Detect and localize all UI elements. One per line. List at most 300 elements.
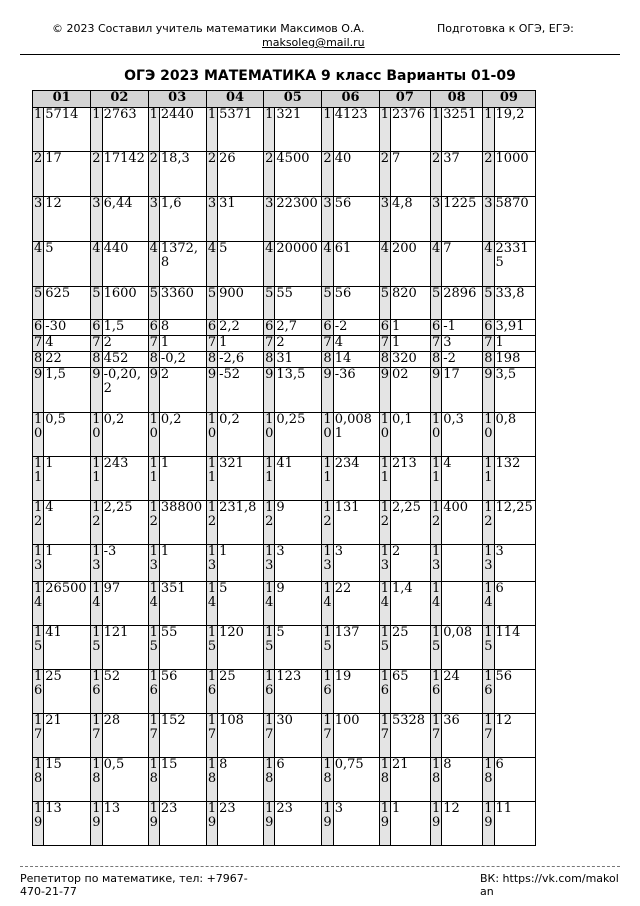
task-number: 19 [264,802,275,846]
answer-cell: 2376 [390,108,430,152]
task-number: 5 [91,287,102,320]
task-number: 6 [34,319,43,334]
answer-cell: 18,3 [159,152,206,197]
task-number: 6 [380,319,389,334]
answer-cell: 7 [390,152,430,197]
answer-cell: 14 [333,352,379,368]
task-number: 18 [148,758,159,802]
answer-cell: 7 [442,242,483,287]
table-row [33,320,536,336]
table-row [33,758,536,802]
answers-body [33,108,536,846]
table-row [33,108,536,152]
task-number: 7 [431,335,441,350]
answer-cell: 12,25 [494,501,535,545]
answer-cell: 6 [275,758,322,802]
answer-cell: 26500 [44,582,91,626]
task-number: 1 [430,108,441,152]
answer-cell: 2763 [102,108,148,152]
answer-cell: 3360 [159,287,206,320]
answer-cell: 1 [390,336,430,352]
answer-cell: 4 [44,501,91,545]
answer-cell: 23315 [494,242,535,287]
answer-cell: 0,3 [442,413,483,457]
answer-cell: 0,8 [494,413,535,457]
answer-cell: 4 [333,336,379,352]
task-number: 2 [91,152,102,197]
task-number: 17 [148,714,159,758]
answer-cell: 56 [159,670,206,714]
answer-cell: 4 [44,336,91,352]
task-number: 11 [148,457,159,501]
task-number: 17 [206,714,217,758]
answer-cell: 4123 [333,108,379,152]
task-number: 10 [430,413,441,457]
task-number: 15 [206,626,217,670]
task-number: 4 [322,242,333,287]
task-number: 12 [91,501,102,545]
answer-cell: 1 [218,545,264,582]
answer-cell: 1372,8 [159,242,206,287]
task-number: 2 [206,152,217,197]
task-number: 1 [264,108,275,152]
task-number: 12 [264,501,275,545]
task-number: 7 [92,335,101,350]
task-number: 12 [379,501,390,545]
task-number: 12 [148,501,159,545]
answer-cell: 9 [275,582,322,626]
answer-cell: -2,6 [218,352,264,368]
task-number: 5 [483,287,494,320]
task-number: 9 [206,368,217,413]
task-number: 6 [92,319,101,334]
answer-cell: 5 [44,242,91,287]
answer-cell: 0,08 [442,626,483,670]
answer-cell: 4,8 [390,197,430,242]
task-number: 13 [33,545,44,582]
answer-cell: 0,75 [333,758,379,802]
task-number: 12 [33,501,44,545]
answer-cell: 17142 [102,152,148,197]
task-number: 14 [322,582,333,626]
task-number: 19 [148,802,159,846]
task-number: 13 [322,545,333,582]
answer-cell: 321 [218,457,264,501]
task-number: 6 [149,319,158,334]
answer-cell: 28 [102,714,148,758]
task-number: 3 [264,197,275,242]
task-number: 8 [207,351,217,366]
task-number: 2 [430,152,441,197]
task-number: 11 [322,457,333,501]
task-number: 1 [148,108,159,152]
task-number: 6 [431,319,441,334]
answer-cell: 17 [44,152,91,197]
task-number: 5 [379,287,390,320]
answer-cell: 12 [494,714,535,758]
answer-cell: 3 [442,336,483,352]
task-number: 4 [206,242,217,287]
task-number: 14 [33,582,44,626]
task-number: 15 [33,626,44,670]
answer-cell: -36 [333,368,379,413]
answer-cell: 123 [275,670,322,714]
task-number: 3 [33,197,44,242]
answer-cell: 0,1 [390,413,430,457]
task-number: 1 [206,108,217,152]
answer-cell: 21 [44,714,91,758]
answer-cell: 22 [333,582,379,626]
answer-cell: 38800 [159,501,206,545]
task-number: 15 [148,626,159,670]
task-number: 4 [430,242,441,287]
answer-cell: 40 [333,152,379,197]
task-number: 14 [379,582,390,626]
answer-cell: -2 [333,320,379,336]
answer-cell: 23 [218,802,264,846]
header-divider [20,54,620,55]
answer-cell: 0,2 [159,413,206,457]
answer-cell: 02 [390,368,430,413]
variant-header: 06 [322,91,379,108]
answer-cell: 152 [159,714,206,758]
task-number: 18 [206,758,217,802]
task-number: 11 [33,457,44,501]
answer-cell: 625 [44,287,91,320]
task-number: 7 [207,335,217,350]
answer-cell: 3,91 [494,320,535,336]
answer-cell: 1 [159,336,206,352]
table-row [33,457,536,501]
answer-cell: 1,4 [390,582,430,626]
task-number: 5 [322,287,333,320]
task-number: 2 [483,152,494,197]
table-row [33,626,536,670]
answer-cell: 243 [102,457,148,501]
answer-cell: 351 [159,582,206,626]
answer-cell: 1600 [102,287,148,320]
task-number: 17 [91,714,102,758]
task-number: 11 [264,457,275,501]
answer-cell: 400 [442,501,483,545]
task-number: 6 [323,319,332,334]
answer-cell: 820 [390,287,430,320]
answer-cell: 13 [102,802,148,846]
answer-cell: 3251 [442,108,483,152]
task-number: 3 [430,197,441,242]
task-number: 15 [430,626,441,670]
answer-cell: 30 [275,714,322,758]
answer-cell: 1,6 [159,197,206,242]
answer-cell: 0,2 [102,413,148,457]
task-number: 19 [322,802,333,846]
answer-cell: -2 [442,352,483,368]
answer-cell: 8 [442,758,483,802]
task-number: 9 [264,368,275,413]
task-number: 18 [483,758,494,802]
answer-cell: 8 [159,320,206,336]
task-number: 8 [265,351,274,366]
table-row [33,802,536,846]
task-number: 7 [380,335,389,350]
variant-header: 08 [430,91,482,108]
answer-cell: 12 [44,197,91,242]
variant-header-row [33,91,536,108]
task-number: 19 [206,802,217,846]
variant-header: 07 [379,91,430,108]
task-number: 10 [322,413,333,457]
task-number: 12 [430,501,441,545]
task-number: 16 [33,670,44,714]
task-number: 7 [484,335,493,350]
task-number: 16 [91,670,102,714]
task-number: 9 [430,368,441,413]
task-number: 17 [379,714,390,758]
task-number: 17 [483,714,494,758]
task-number: 4 [33,242,44,287]
answer-cell: -0,20,2 [102,368,148,413]
task-number: 14 [483,582,494,626]
task-number: 13 [430,545,441,582]
task-number: 9 [91,368,102,413]
task-number: 14 [264,582,275,626]
task-number: 19 [483,802,494,846]
answer-cell: 8 [218,758,264,802]
task-number: 8 [380,351,389,366]
task-number: 1 [33,108,44,152]
task-number: 2 [322,152,333,197]
task-number: 11 [91,457,102,501]
task-number: 6 [484,319,493,334]
table-row [33,545,536,582]
table-row [33,368,536,413]
answer-cell: 5328 [390,714,430,758]
task-number: 14 [91,582,102,626]
task-number: 4 [379,242,390,287]
answer-cell: 13 [44,802,91,846]
task-number: 11 [430,457,441,501]
answer-cell: 25 [218,670,264,714]
task-number: 8 [92,351,101,366]
answer-cell: 3 [494,545,535,582]
task-number: 13 [91,545,102,582]
answer-cell: 5714 [44,108,91,152]
task-number: 11 [206,457,217,501]
answer-cell: 234 [333,457,379,501]
task-number: 3 [379,197,390,242]
answer-cell: 1 [494,336,535,352]
task-number: 15 [91,626,102,670]
task-number: 18 [430,758,441,802]
task-number: 6 [207,319,217,334]
answer-cell: 2440 [159,108,206,152]
task-number: 3 [91,197,102,242]
answer-cell: 3 [333,802,379,846]
answer-cell: 1225 [442,197,483,242]
answer-cell: 22 [44,352,91,368]
task-number: 11 [483,457,494,501]
answer-cell: 2 [390,545,430,582]
task-number: 17 [33,714,44,758]
task-number: 18 [322,758,333,802]
answer-cell: 2 [102,336,148,352]
answer-cell: 55 [275,287,322,320]
task-number: 7 [323,335,332,350]
answer-cell: 108 [218,714,264,758]
task-number: 5 [33,287,44,320]
header-email-link[interactable]: maksoleg@mail.ru [262,36,365,49]
task-number: 17 [430,714,441,758]
variant-header: 01 [33,91,91,108]
answer-cell: 31 [275,352,322,368]
task-number: 14 [206,582,217,626]
task-number: 19 [430,802,441,846]
task-number: 6 [265,319,274,334]
header-tagline: Подготовка к ОГЭ, ЕГЭ: [437,22,574,35]
task-number: 3 [206,197,217,242]
answer-cell: 23 [275,802,322,846]
footer-divider [20,866,620,867]
task-number: 12 [483,501,494,545]
task-number: 2 [148,152,159,197]
task-number: 7 [149,335,158,350]
task-number: 17 [264,714,275,758]
answer-cell: 31 [218,197,264,242]
answer-cell: 321 [275,108,322,152]
answer-cell: 3 [333,545,379,582]
task-number: 10 [148,413,159,457]
task-number: 13 [148,545,159,582]
answer-cell: -30 [44,320,91,336]
task-number: 10 [206,413,217,457]
answer-cell: 5 [218,242,264,287]
task-number: 16 [322,670,333,714]
table-row [33,152,536,197]
task-number: 16 [148,670,159,714]
task-number: 8 [149,351,158,366]
task-number: 1 [379,108,390,152]
task-number: 1 [483,108,494,152]
answer-cell [442,545,483,582]
task-number: 13 [483,545,494,582]
answer-cell: 11 [494,802,535,846]
task-number: 19 [379,802,390,846]
task-number: 3 [148,197,159,242]
answer-cell: 1,5 [44,368,91,413]
task-number: 3 [483,197,494,242]
answer-cell: 4 [442,457,483,501]
answer-cell: 440 [102,242,148,287]
answer-cell: 6 [494,758,535,802]
answer-cell: 1 [159,457,206,501]
answer-cell: 3 [275,545,322,582]
answer-cell: 20000 [275,242,322,287]
answer-cell: 200 [390,242,430,287]
answer-cell: 36 [442,714,483,758]
task-number: 7 [265,335,274,350]
task-number: 2 [379,152,390,197]
task-number: 5 [206,287,217,320]
task-number: 13 [264,545,275,582]
answer-cell: 121 [102,626,148,670]
task-number: 9 [483,368,494,413]
task-number: 15 [379,626,390,670]
answer-cell: 1 [218,336,264,352]
task-number: 18 [379,758,390,802]
task-number: 12 [206,501,217,545]
answer-cell: 2 [275,336,322,352]
task-number: 1 [322,108,333,152]
answer-cell: 452 [102,352,148,368]
answer-cell: 21 [390,758,430,802]
answer-cell: 120 [218,626,264,670]
answer-cell: 19,2 [494,108,535,152]
task-number: 16 [379,670,390,714]
task-number: 9 [33,368,44,413]
task-number: 19 [33,802,44,846]
task-number: 4 [264,242,275,287]
answer-cell: 26 [218,152,264,197]
answer-cell: 22300 [275,197,322,242]
answer-cell: 2,25 [390,501,430,545]
variant-header: 02 [91,91,148,108]
task-number: 16 [206,670,217,714]
task-number: 8 [484,351,493,366]
table-row [33,242,536,287]
answer-cell: 41 [275,457,322,501]
answer-cell: 5870 [494,197,535,242]
answer-cell: 0,0081 [333,413,379,457]
answer-cell: 17 [442,368,483,413]
answer-cell: 320 [390,352,430,368]
variant-header: 04 [206,91,263,108]
table-row [33,336,536,352]
task-number: 4 [148,242,159,287]
task-number: 14 [430,582,441,626]
answer-cell: 3,5 [494,368,535,413]
answer-cell: 65 [390,670,430,714]
answer-cell: 1,5 [102,320,148,336]
answer-cell: 6 [494,582,535,626]
task-number: 9 [379,368,390,413]
task-number: 9 [322,368,333,413]
task-number: 3 [322,197,333,242]
answer-cell: 137 [333,626,379,670]
table-row [33,714,536,758]
answer-cell: 132 [494,457,535,501]
task-number: 11 [379,457,390,501]
task-number: 13 [379,545,390,582]
table-row [33,352,536,368]
task-number: 16 [430,670,441,714]
answer-cell: 55 [159,626,206,670]
answer-cell: 23 [159,802,206,846]
answer-cell: 0,5 [44,413,91,457]
answer-cell: 4500 [275,152,322,197]
task-number: 10 [264,413,275,457]
answer-cell: 25 [390,626,430,670]
answer-cell: 5371 [218,108,264,152]
answer-cell: -52 [218,368,264,413]
answer-cell: 97 [102,582,148,626]
answer-cell: 56 [494,670,535,714]
answer-cell: 213 [390,457,430,501]
answer-cell: 37 [442,152,483,197]
variant-header: 03 [148,91,206,108]
task-number: 13 [206,545,217,582]
footer-vk-link[interactable]: ВК: https://vk.com/makolan [480,872,619,898]
task-number: 5 [264,287,275,320]
